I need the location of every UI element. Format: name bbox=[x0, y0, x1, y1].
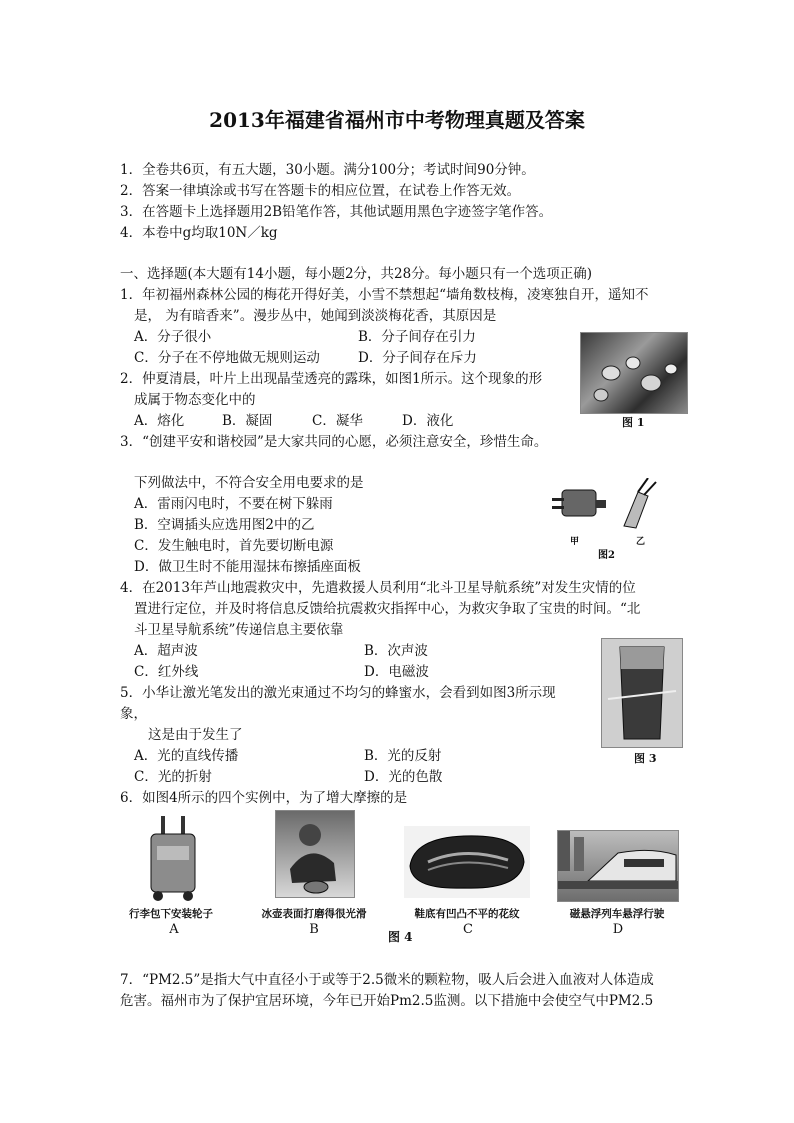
note-4: 4．本卷中g均取10N／kg bbox=[120, 225, 278, 241]
q3-option-b: B．空调插头应选用图2中的乙 bbox=[134, 517, 315, 533]
q4-stem-line1: 4．在2013年芦山地震救灾中，先遣救援人员利用“北斗卫星导航系统”对发生灾情的位 bbox=[120, 580, 636, 596]
q1-stem-line2: 是， 为有暗香来”。漫步丛中，她闻到淡淡梅花香，其原因是 bbox=[134, 308, 497, 324]
note-2: 2．答案一律填涂或书写在答题卡的相应位置，在试卷上作答无效。 bbox=[120, 183, 521, 199]
q5-stem-line1: 5．小华让激光笔发出的激光束通过不均匀的蜂蜜水，会看到如图3所示现 bbox=[120, 685, 556, 701]
q7-stem-line1: 7．“PM2.5”是指大气中直径小于或等于2.5微米的颗粒物，吸人后会进入血液对人体造成 bbox=[120, 972, 654, 988]
figure-1-caption: 图 1 bbox=[622, 416, 645, 429]
figure-4c-shoe-sole-image bbox=[404, 826, 530, 898]
figure-4-caption: 图 4 bbox=[388, 930, 413, 944]
q1-option-c: C．分子在不停地做无规则运动 bbox=[134, 350, 320, 366]
luggage-illustration bbox=[143, 816, 203, 902]
figure-2-plugs-image bbox=[552, 478, 662, 540]
q4-option-b: B．次声波 bbox=[364, 643, 428, 659]
q2-stem-line1: 2．仲夏清晨，叶片上出现晶莹透亮的露珠，如图1所示。这个现象的形 bbox=[120, 371, 543, 387]
figure-4d-caption: 磁悬浮列车悬浮行驶 bbox=[569, 908, 665, 920]
figure-4a-caption: 行李包下安装轮子 bbox=[129, 908, 213, 920]
q2-option-d: D．液化 bbox=[402, 413, 454, 429]
figure-4c-caption: 鞋底有凹凸不平的花纹 bbox=[414, 908, 520, 920]
q5-option-b: B．光的反射 bbox=[364, 748, 442, 764]
q7-stem-line2: 危害。福州市为了保护宜居环境，今年已开始Pm2.5监测。以下措施中会使空气中PM2.5 bbox=[120, 993, 654, 1009]
q4-option-d: D．电磁波 bbox=[364, 664, 429, 680]
q3-option-d: D．做卫生时不能用湿抹布擦插座面板 bbox=[134, 559, 361, 575]
q6-stem-line1: 6．如图4所示的四个实例中，为了增大摩擦的是 bbox=[120, 790, 408, 806]
q4-stem-line2: 置进行定位，并及时将信息反馈给抗震救灾指挥中心，为救灾争取了宝贵的时间。“北 bbox=[134, 601, 641, 617]
q4-option-a: A．超声波 bbox=[134, 643, 198, 659]
figure-4d-maglev-train-image bbox=[557, 830, 679, 902]
figure-4b-curling-image bbox=[275, 810, 355, 898]
q2-stem-line2: 成属于物态变化中的 bbox=[134, 392, 256, 408]
q1-option-a: A．分子很小 bbox=[134, 329, 212, 345]
q1-stem-line1: 1．年初福州森林公园的梅花开得好美，小雪不禁想起“墙角数枝梅，凌寒独自开，遥知不 bbox=[120, 287, 649, 303]
note-3: 3．在答题卡上选择题用2B铅笔作答，其他试题用黑色字迹签字笔作答。 bbox=[120, 204, 553, 220]
figure-2-caption: 图2 bbox=[598, 550, 615, 561]
q2-option-a: A．熔化 bbox=[134, 413, 185, 429]
q3-option-a: A．雷雨闪电时，不要在树下躲雨 bbox=[134, 496, 333, 512]
figure-4c-letter: C bbox=[463, 922, 473, 937]
section-heading: 一、选择题(本大题有14小题，每小题2分，共28分。每小题只有一个选项正确) bbox=[120, 266, 592, 282]
figure-4d-letter: D bbox=[612, 922, 624, 937]
figure-1-dewdrops-image bbox=[580, 332, 688, 414]
figure-4b-caption: 冰壶表面打磨得很光滑 bbox=[261, 908, 367, 920]
q1-option-d: D．分子间存在斥力 bbox=[358, 350, 477, 366]
q3-stem-line2: 下列做法中，不符合安全用电要求的是 bbox=[134, 475, 364, 491]
q5-option-d: D．光的色散 bbox=[364, 769, 443, 785]
figure-2-label-yi: 乙 bbox=[636, 537, 646, 547]
q3-stem-line1: 3．“创建平安和谐校园”是大家共同的心愿，必须注意安全，珍惜生命。 bbox=[120, 434, 548, 450]
shoe-sole-illustration bbox=[404, 826, 530, 898]
maglev-train-illustration bbox=[558, 831, 678, 901]
q5-option-c: C．光的折射 bbox=[134, 769, 212, 785]
q4-option-c: C．红外线 bbox=[134, 664, 199, 680]
q2-option-b: B．凝固 bbox=[222, 413, 273, 429]
q5-stem-line3: 这是由于发生了 bbox=[148, 727, 243, 743]
q5-stem-line2: 象， bbox=[120, 706, 147, 722]
q2-option-c: C．凝华 bbox=[312, 413, 363, 429]
q3-option-c: C．发生触电时，首先要切断电源 bbox=[134, 538, 334, 554]
page-title: 2013年福建省福州市中考物理真题及答案 bbox=[209, 108, 585, 132]
q4-stem-line3: 斗卫星导航系统”传递信息主要依靠 bbox=[134, 622, 344, 638]
figure-4a-luggage-image bbox=[143, 816, 203, 902]
figure-3-caption: 图 3 bbox=[634, 752, 657, 765]
glass-illustration bbox=[602, 639, 682, 747]
curling-illustration bbox=[276, 811, 354, 897]
figure-4b-letter: B bbox=[309, 922, 319, 937]
q1-option-b: B．分子间存在引力 bbox=[358, 329, 476, 345]
note-1: 1．全卷共6页，有五大题，30小题。满分100分；考试时间90分钟。 bbox=[120, 162, 535, 178]
figure-2-label-jia: 甲 bbox=[570, 537, 580, 547]
dewdrop-illustration bbox=[581, 333, 687, 413]
q5-option-a: A．光的直线传播 bbox=[134, 748, 239, 764]
figure-3-honey-water-image bbox=[601, 638, 683, 748]
figure-4a-letter: A bbox=[169, 922, 179, 937]
